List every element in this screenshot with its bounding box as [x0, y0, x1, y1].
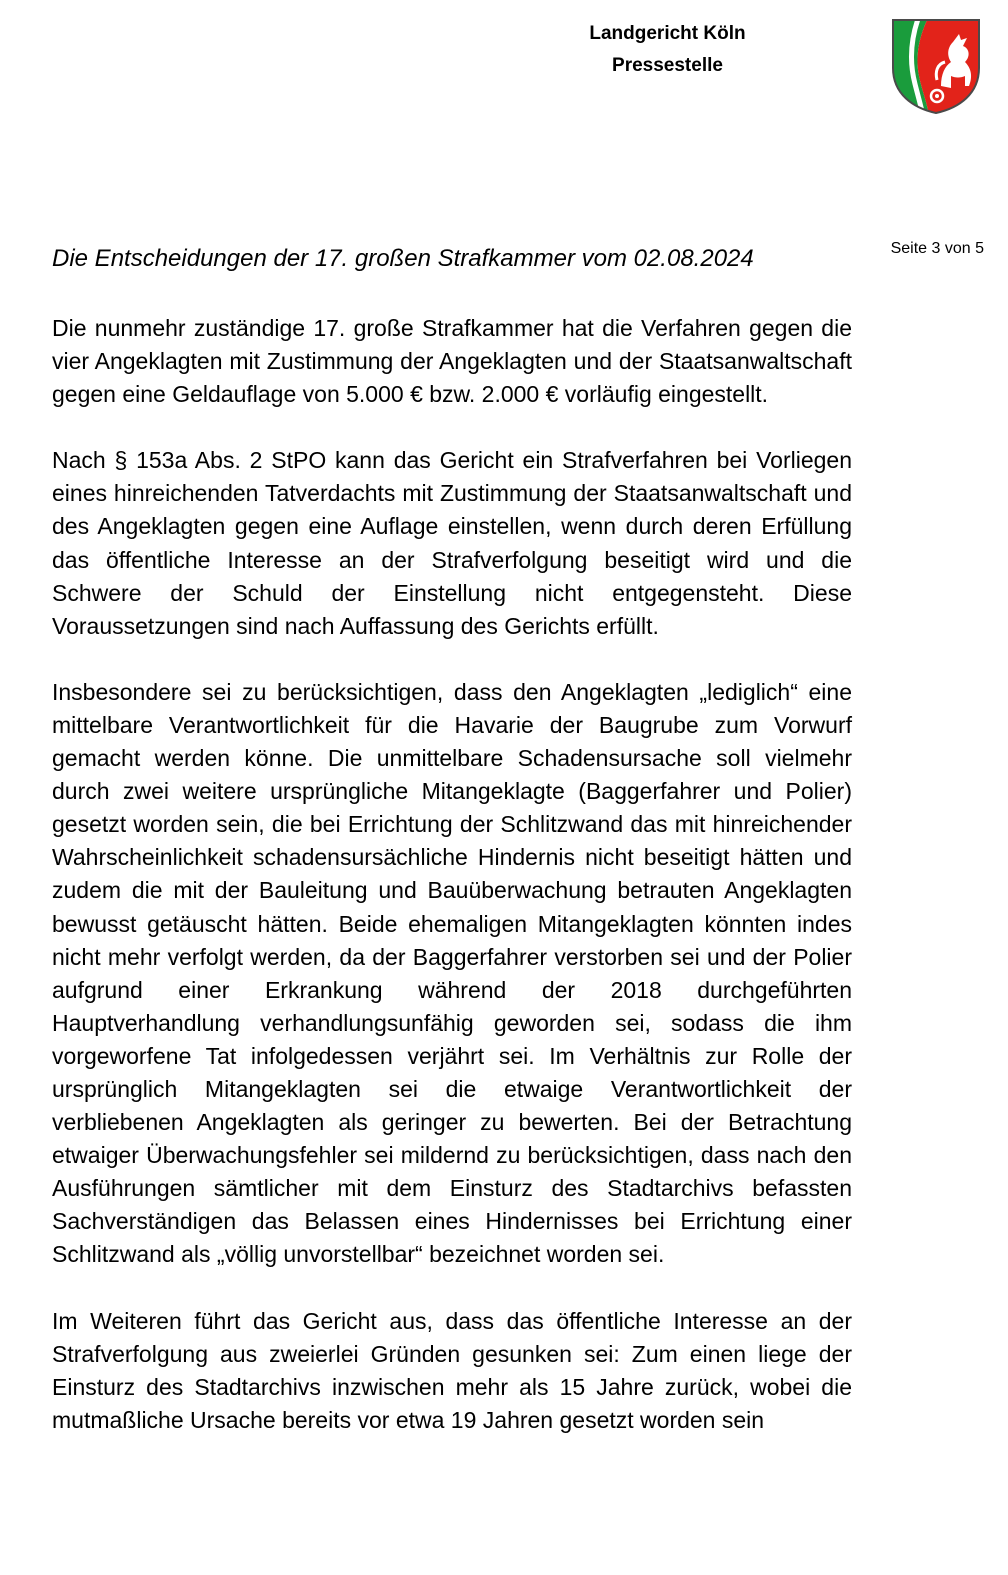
press-office: Pressestelle [612, 55, 723, 76]
nrw-coat-of-arms-icon [889, 16, 983, 116]
subject-line: Die Entscheidungen der 17. großen Strafkammer vom 02.08.2024 [52, 245, 754, 272]
paragraph: Insbesondere sei zu berücksichtigen, dass den Angeklagten „lediglich“ eine mittelbare Verantwortlichkeit für die Havarie der Baugrube zum Vorwurf gemacht werden könne. Die unmittelbare Schadensursache soll vielmehr durch zwei weitere ursprüngliche Mitangeklagte (Baggerfahrer und Polier) gesetzt worden sein, die bei Errichtung der Schlitzwand das mit hinreichender Wahrscheinlichkeit schadensursächliche Hindernis nicht beseitigt hätten und zudem die mit der Bauleitung und Bauüberwachung betrauten Angeklagten bewusst getäuscht hätten. Beide ehemaligen Mitangeklagten könnten indes nicht mehr verfolgt werden, da der Baggerfahrer verstorben sei und der Polier aufgrund einer Erkrankung während der 2018 durchgeführten Hauptverhandlung verhandlungsunfähig geworden sei, sodass die ihm vorgeworfene Tat infolgedessen verjährt sei. Im Verhältnis zur Rolle der ursprünglich Mitangeklagten sei die etwaige Verantwortlichkeit der verbliebenen Angeklagten als geringer zu bewerten. Bei der Betrachtung etwaiger Überwachungsfehler sei mildernd zu berücksichtigen, dass nach den Ausführungen sämtlicher mit dem Einsturz des Stadtarchivs befassten Sachverständigen das Belassen eines Hindernisses bei Errichtung einer Schlitzwand als „völlig unvorstellbar“ bezeichnet worden sei. [52, 678, 852, 1268]
paragraph: Nach § 153a Abs. 2 StPO kann das Gericht ein Strafverfahren bei Vorliegen eines hinreichenden Tatverdachts mit Zustimmung der Staatsanwaltschaft und des Angeklagten gegen eine Auflage einstellen, wenn durch deren Erfüllung das öffentliche Interesse an der Strafverfolgung beseitigt wird und die Schwere der Schuld der Einstellung nicht entgegensteht. Diese Voraussetzungen sind nach Auffassung des Gerichts erfüllt. [52, 447, 852, 639]
paragraph: Die nunmehr zuständige 17. große Strafkammer hat die Verfahren gegen die vier Angeklagten mit Zustimmung der Angeklagten und der Staatsanwaltschaft gegen eine Geldauflage von 5.000 € bzw. 2.000 € vorläufig eingestellt. [52, 315, 852, 408]
letterhead [520, 18, 815, 82]
page-number: Seite 3 von 5 [890, 240, 984, 257]
document-body [52, 312, 852, 1470]
paragraph: Im Weiteren führt das Gericht aus, dass das öffentliche Interesse an der Strafverfolgung aus zweierlei Gründen gesunken sei: Zum einen liege der Einsturz des Stadtarchivs inzwischen mehr als 15 Jahre zurück, wobei die mutmaßliche Ursache bereits vor etwa 19 Jahren gesetzt worden sein [52, 1307, 852, 1433]
court-name: Landgericht Köln [589, 23, 746, 44]
